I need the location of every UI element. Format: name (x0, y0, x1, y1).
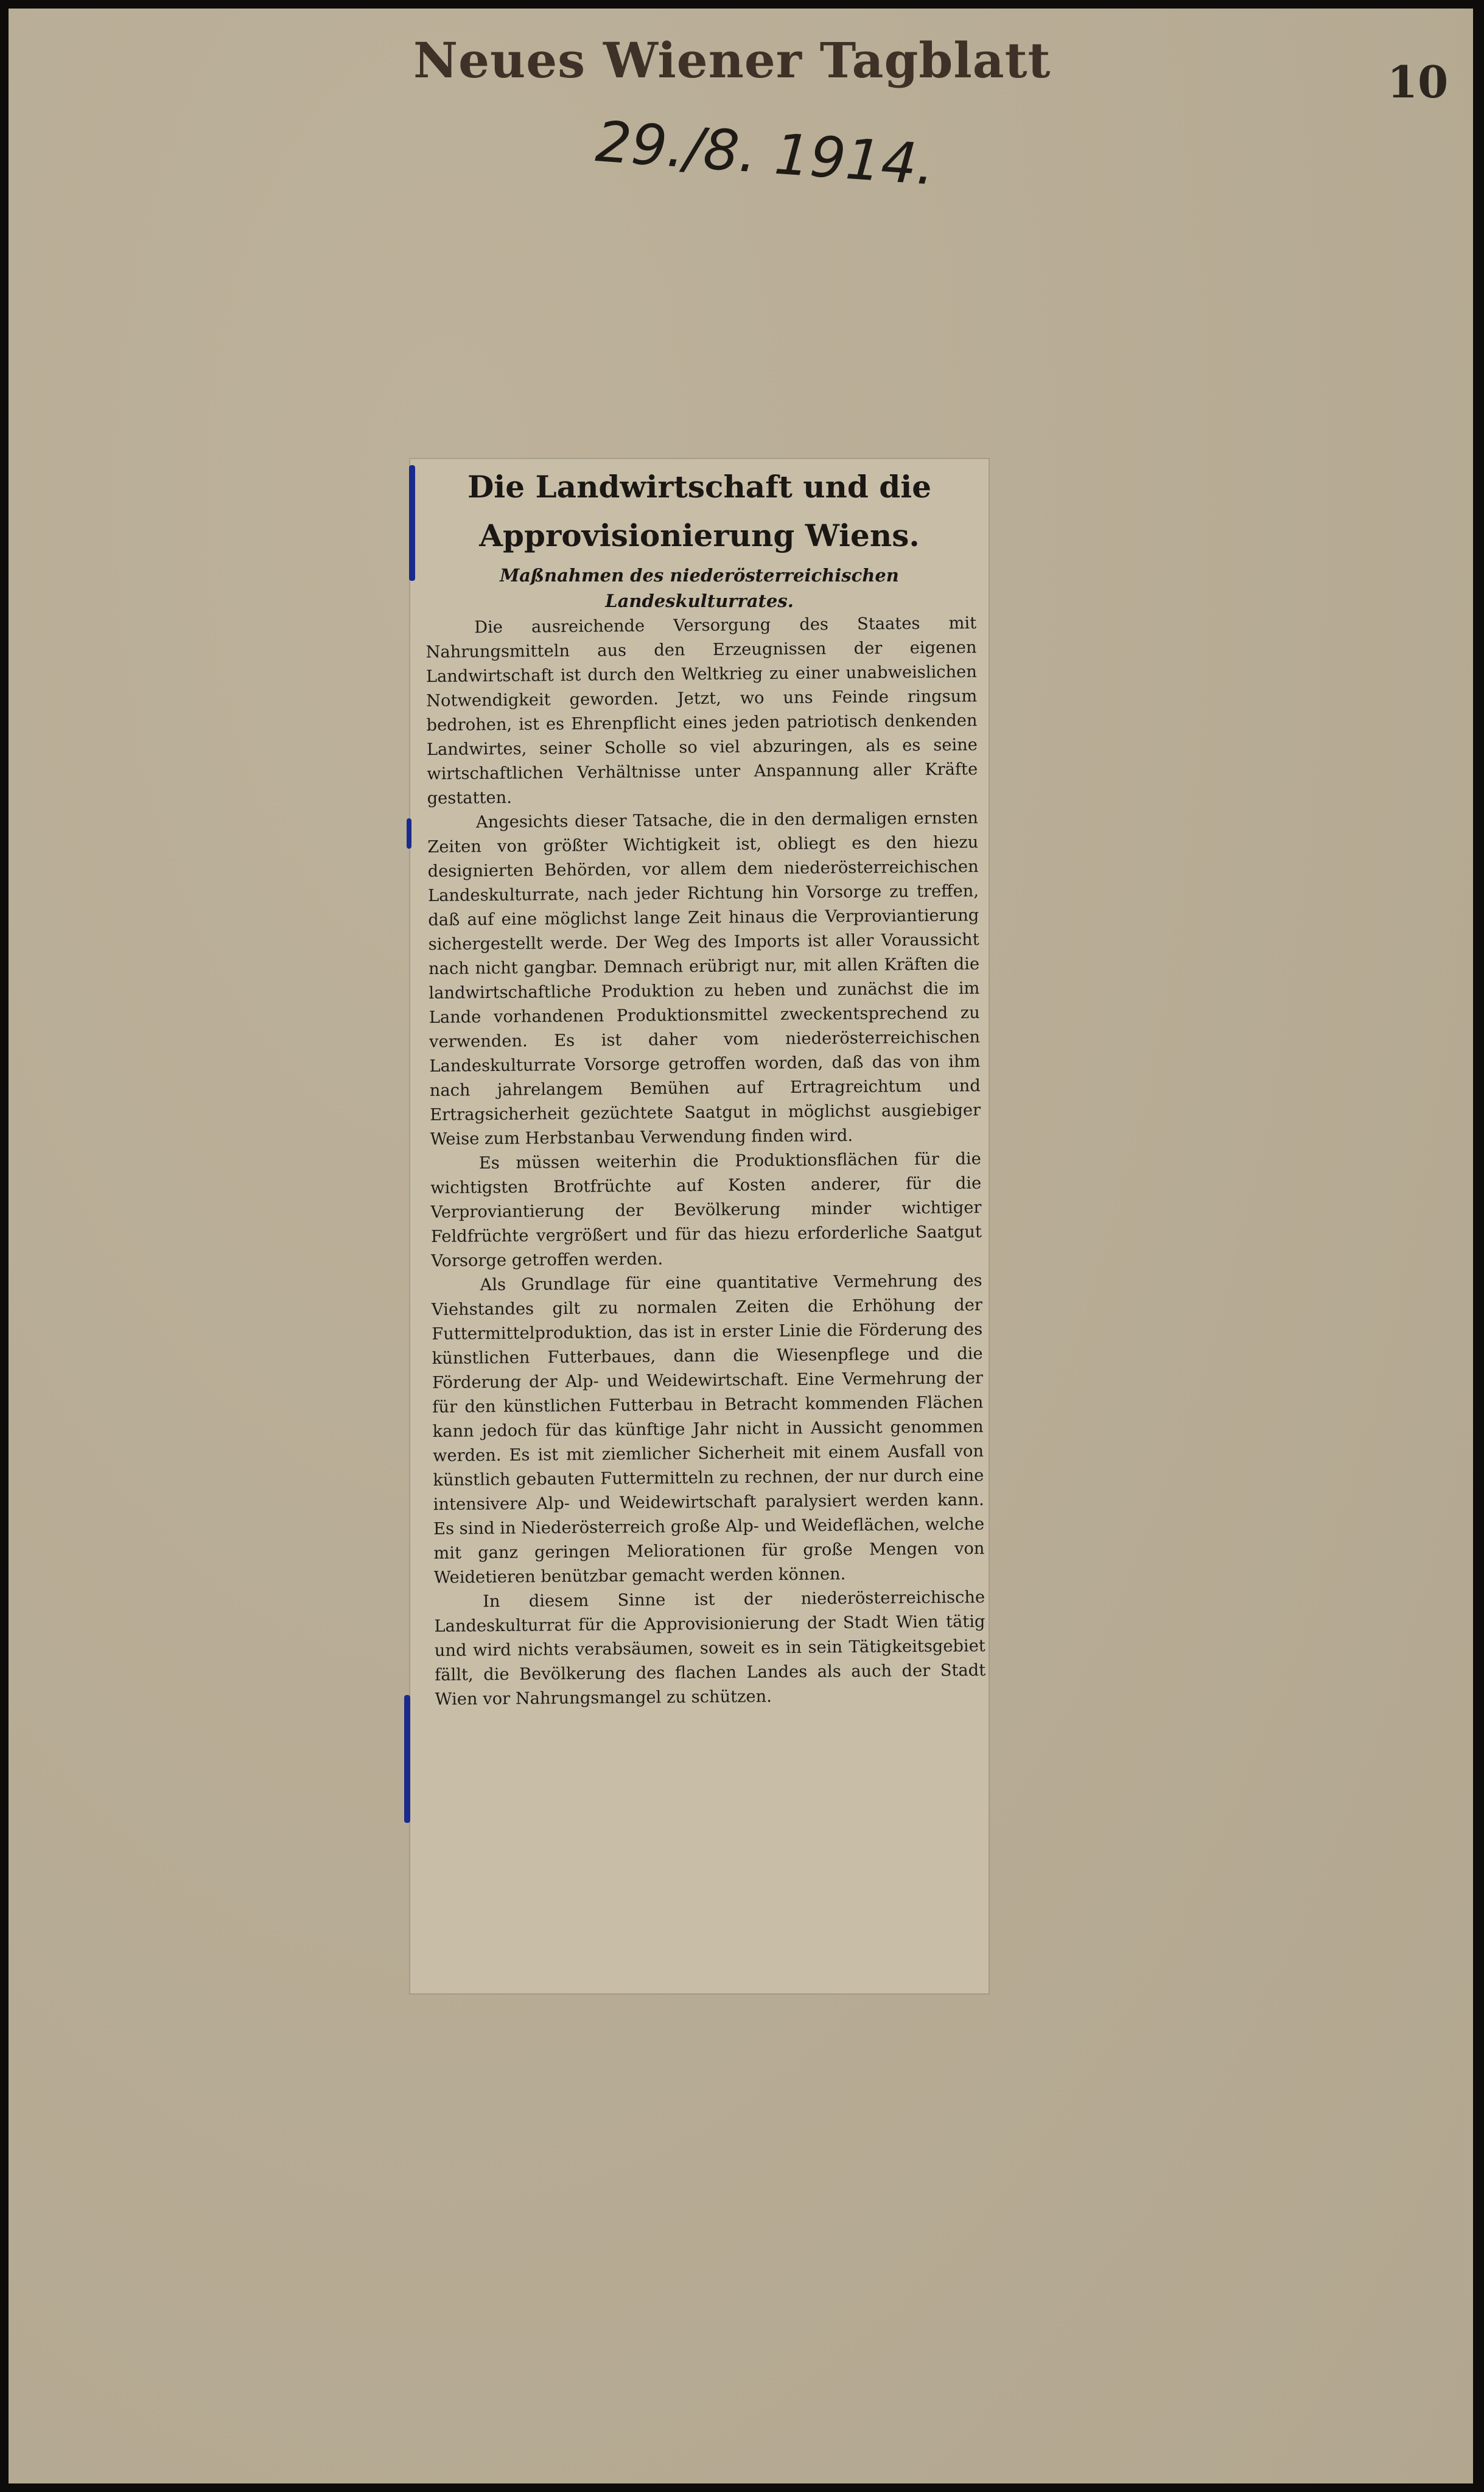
article-body (425, 611, 986, 1712)
article-paragraph: Angesichts dieser Tatsache, die in den dermaligen ernsten Zeiten von größter Wichtigkeit ist, obliegt es den hiezu designierten Behörden, vor allem dem niederösterreichischen Landeskulturrate, nach jeder Richtung hin Vorsorge zu treffen, daß auf eine möglichst lange Zeit hinaus die Verproviantierung sichergestellt werde. Der Weg des Imports ist aller Voraussicht nach nicht gangbar. Demnach erübrigt nur, mit allen Kräften die landwirtschaftliche Produktion zu heben und zunächst die im Lande vorhandenen Produktionsmittel zweckentsprechend zu verwenden. Es ist daher vom niederösterreichischen Landeskulturrate Vorsorge getroffen worden, daß das von ihm nach jahrelangem Bemühen auf Ertragreichtum und Ertragsicherheit gezüchtete Saatgut in möglichst ausgiebiger Weise zum Herbstanbau Verwendung finden wird. (427, 809, 981, 1149)
blue-pencil-mark-paragraph (407, 818, 411, 849)
blue-pencil-mark-title (409, 465, 415, 581)
article-paragraph: Die ausreichende Versorgung des Staates mit Nahrungsmitteln aus den Erzeugnissen der eigenen Landwirtschaft ist durch den Weltkrieg zu einer unabweislichen Notwendigkeit geworden. Jetzt, wo uns Feinde ringsum bedrohen, ist es Ehrenpflicht eines jeden patriotisch denkenden Landwirtes, seiner Scholle so viel abzuringen, als es seine wirtschaftlichen Verhältnisse unter Anspannung aller Kräfte gestatten. (425, 614, 978, 808)
page-number: 10 (1387, 56, 1449, 108)
archive-page (9, 9, 1473, 2483)
article-paragraph: In diesem Sinne ist der niederösterreichische Landeskulturrat für die Approvisionierung der Stadt Wien tätig und wird nichts verabsäumen, soweit es in sein Tätigkeitsgebiet fällt, die Bevölkerung des flachen Landes als auch der Stadt Wien vor Nahrungsmangel zu schützen. (434, 1588, 986, 1709)
article-subtitle: Maßnahmen des niederösterreichischen Landeskulturrates. (500, 565, 899, 611)
article-paragraph: Als Grundlage für eine quantitative Vermehrung des Viehstandes gilt zu normalen Zeiten die Erhöhung der Futtermittelproduktion, das ist in erster Linie die Förderung des künstlichen Futterbaues, dann die Wiesenpflege und die Förderung der Alp- und Weidewirtschaft. Eine Vermehrung der für den künstlichen Futterbau in Betracht kommenden Flächen kann jedoch für das künftige Jahr nicht in Aussicht genommen werden. Es ist mit ziemlicher Sicherheit mit einem Ausfall von künstlich gebauten Futtermitteln zu rechnen, der nur durch eine intensivere Alp- und Weidewirtschaft paralysiert werden kann. Es sind in Niederösterreich große Alp- und Weideflächen, welche mit ganz geringen Meliorationen für große Mengen von Weidetieren benützbar gemacht werden können. (431, 1271, 985, 1587)
handwritten-date: 29./8. 1914. (593, 109, 937, 198)
newspaper-stamp: Neues Wiener Tagblatt (413, 32, 1051, 89)
article-paragraph: Es müssen weiterhin die Produktionsflächen für die wichtigsten Brotfrüchte auf Kosten anderer, für die Verproviantierung der Bevölkerung minder wichtiger Feldfrüchte vergrößert und für das hiezu erforderliche Saatgut Vorsorge getroffen werden. (430, 1149, 982, 1271)
blue-pencil-mark-lower (404, 1695, 410, 1823)
article-title: Die Landwirtschaft und die Approvisionierung Wiens. (467, 469, 932, 553)
newspaper-clipping (410, 459, 989, 1993)
